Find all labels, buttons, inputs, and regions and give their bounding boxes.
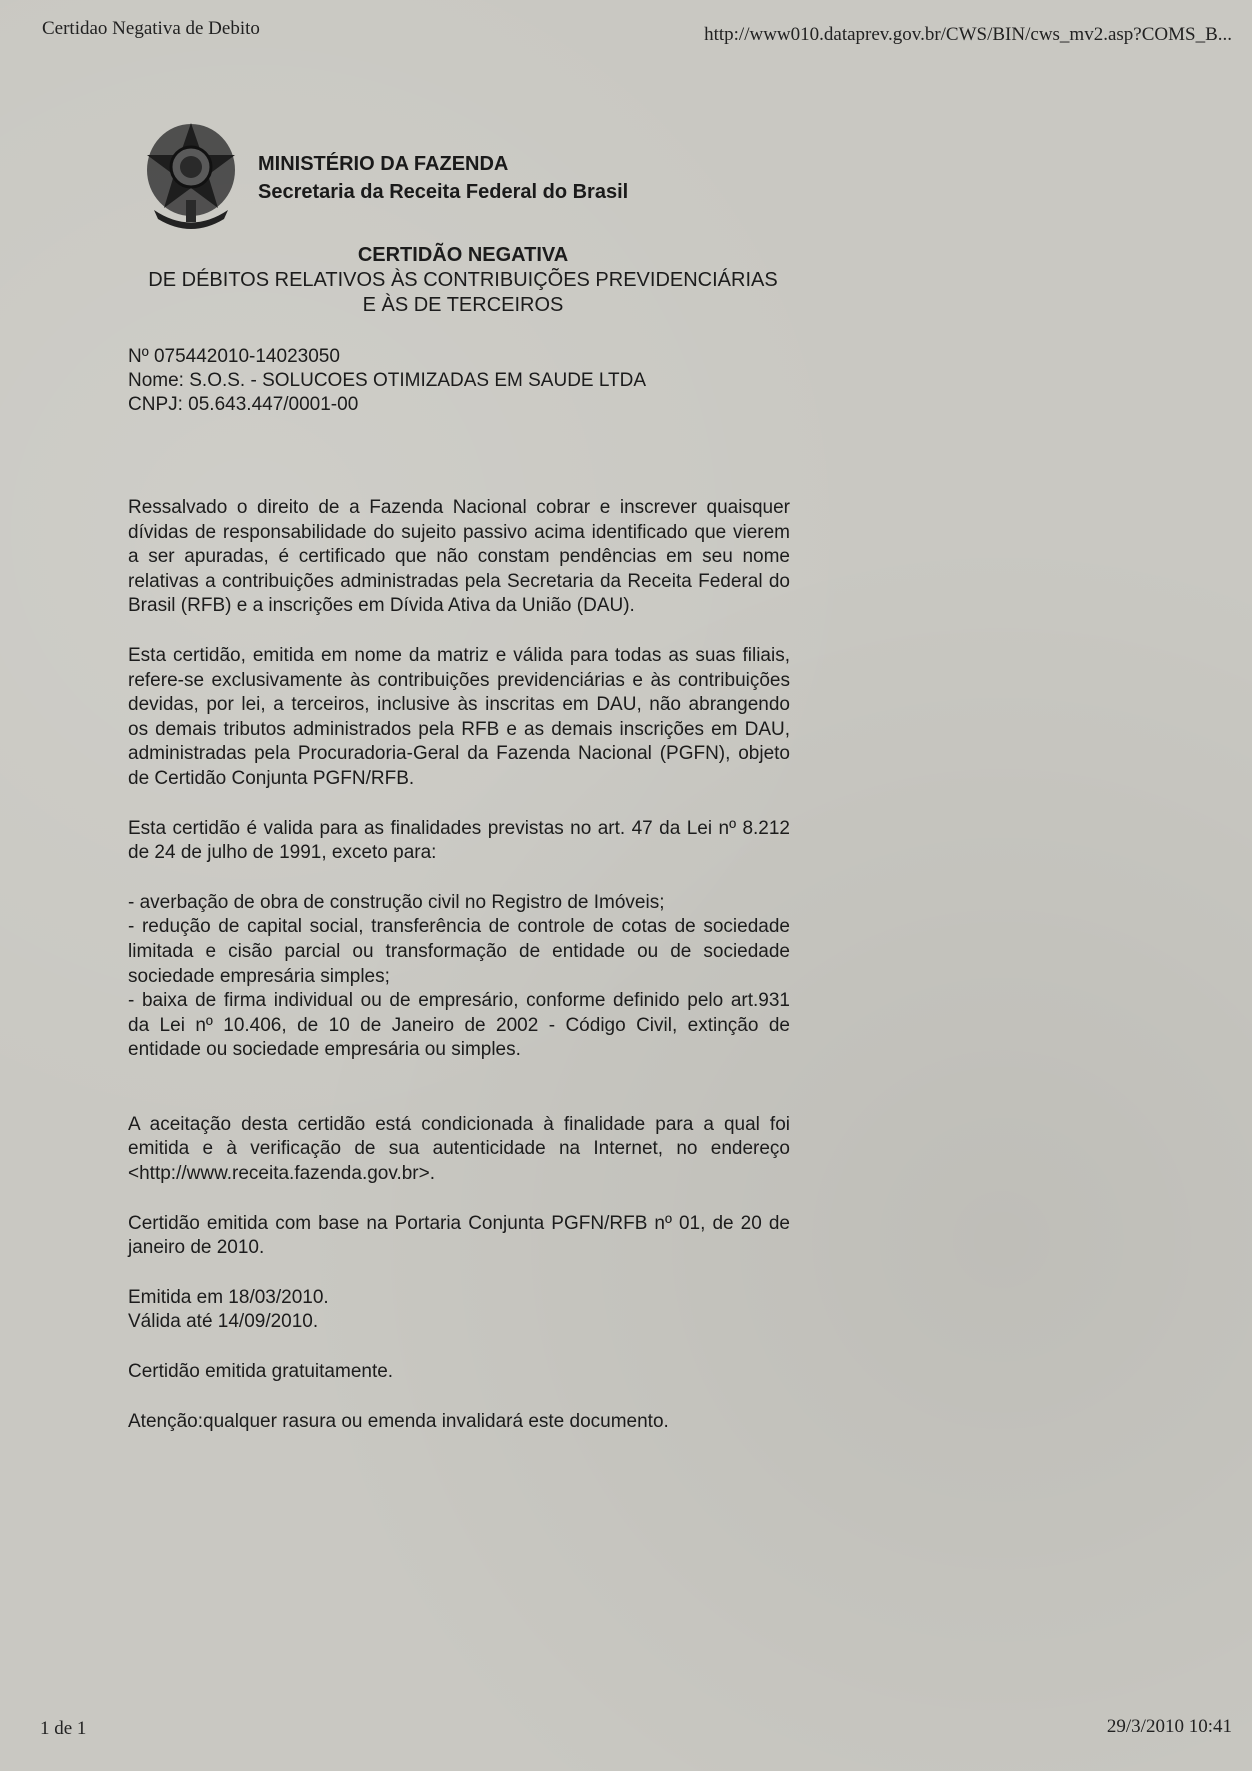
browser-url: http://www010.dataprev.gov.br/CWS/BIN/cws_mv2.asp?COMS_B... xyxy=(704,24,1232,45)
issue-date: Emitida em 18/03/2010. xyxy=(128,1286,329,1308)
title-line-1: CERTIDÃO NEGATIVA xyxy=(357,244,569,266)
exception-item: - averbação de obra de construção civil no Registro de Imóveis; xyxy=(128,891,665,913)
identification-block xyxy=(128,345,646,417)
page-count: 1 de 1 xyxy=(40,1718,87,1739)
holder-cnpj: CNPJ: 05.643.447/0001-00 xyxy=(128,394,359,415)
issuer-heading xyxy=(258,150,628,206)
holder-name: Nome: S.O.S. - SOLUCOES OTIMIZADAS EM SAUDE LTDA xyxy=(128,370,647,391)
exception-item: - redução de capital social, transferência de controle de cotas de sociedade limitada e cisão parcial ou transformação de entidade ou de sociedade sociedade empresária simples; xyxy=(128,916,790,987)
certificate-number: Nº 075442010-14023050 xyxy=(128,346,340,367)
brazil-coat-of-arms-icon xyxy=(136,115,246,235)
title-line-3: E ÀS DE TERCEIROS xyxy=(362,294,564,316)
print-timestamp: 29/3/2010 10:41 xyxy=(1106,1716,1232,1737)
paragraph-6: Certidão emitida com base na Portaria Conjunta PGFN/RFB nº 01, de 20 de janeiro de 2010. xyxy=(128,1212,790,1259)
warning-note: Atenção:qualquer rasura ou emenda invalidará este documento. xyxy=(128,1410,669,1432)
ministry-name: MINISTÉRIO DA FAZENDA xyxy=(258,153,509,175)
title-line-2: DE DÉBITOS RELATIVOS ÀS CONTRIBUIÇÕES PREVIDENCIÁRIAS xyxy=(148,269,778,291)
paragraph-3: Esta certidão é valida para as finalidades previstas no art. 47 da Lei nº 8.212 de 24 de julho de 1991, exceto para: xyxy=(128,817,790,864)
secretariat-name: Secretaria da Receita Federal do Brasil xyxy=(258,181,629,203)
paragraph-1: Ressalvado o direito de a Fazenda Nacional cobrar e inscrever quaisquer dívidas de responsabilidade do sujeito passivo acima identificado que vierem a ser apuradas, é certificado que não constam pendências em seu nome relativas a contribuições administradas pela Secretaria da Receita Federal do Brasil (RFB) e a inscrições em Dívida Ativa da União (DAU). xyxy=(128,497,790,617)
free-issue-note: Certidão emitida gratuitamente. xyxy=(128,1361,394,1383)
document-title xyxy=(128,243,798,318)
valid-until-date: Válida até 14/09/2010. xyxy=(128,1311,319,1333)
browser-page-title: Certidao Negativa de Debito xyxy=(42,18,260,39)
paragraph-5: A aceitação desta certidão está condicionada à finalidade para a qual foi emitida e à verificação de sua autenticidade na Internet, no endereço <http://www.receita.fazenda.gov.br>. xyxy=(128,1113,790,1185)
exception-item: - baixa de firma individual ou de empresário, conforme definido pelo art.931 da Lei nº 10.406, de 10 de Janeiro de 2002 - Código Civil, extinção de entidade ou sociedade empresária ou simples. xyxy=(128,990,790,1061)
paragraph-2: Esta certidão, emitida em nome da matriz e válida para todas as suas filiais, refere-se exclusivamente às contribuições previdenciárias e às contribuições devidas, por lei, a terceiros, inclusive às inscritas em DAU, não abrangendo os demais tributos administrados pela RFB e as demais inscrições em DAU, administradas pela Procuradoria-Geral da Fazenda Nacional (PGFN), objeto de Certidão Conjunta PGFN/RFB. xyxy=(128,644,790,789)
certificate-body xyxy=(128,496,790,1434)
